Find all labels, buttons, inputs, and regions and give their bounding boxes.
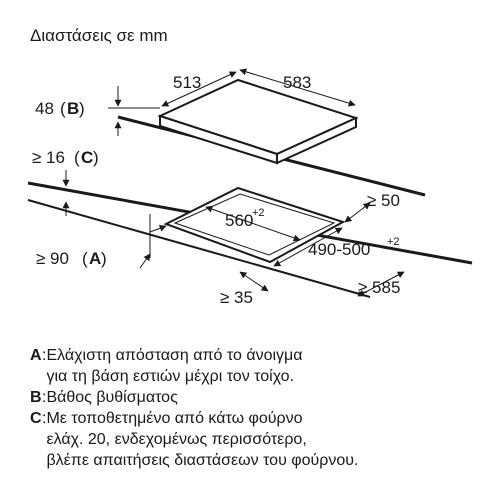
dim-front-value: ≥ 90 xyxy=(36,249,69,268)
legend-item-b xyxy=(30,387,359,408)
legend xyxy=(30,345,359,471)
dim-height-open: ( xyxy=(60,99,66,118)
legend-sep: : xyxy=(42,410,47,427)
dim-front-close: ) xyxy=(101,249,107,268)
dim-gap-close: ) xyxy=(93,148,99,167)
legend-item-c xyxy=(30,408,359,471)
diagram-title: Διαστάσεις σε mm xyxy=(30,26,168,45)
legend-sep: : xyxy=(42,347,47,364)
dim-cutout-width-label: 560 xyxy=(225,211,254,230)
legend-item-a xyxy=(30,345,359,387)
dim-height-b xyxy=(35,86,160,136)
dim-height-close: ) xyxy=(79,99,85,118)
legend-key: B xyxy=(30,389,42,406)
legend-key: C xyxy=(30,410,42,427)
legend-text: Ελάχιστη απόσταση από το άνοιγμα για τη βάση εστιών μέχρι τον τοίχο. xyxy=(46,347,303,385)
legend-text: Με τοποθετημένο από κάτω φούρνο ελάχ. 20, ενδεχομένως περισσότερο, βλέπε απαιτήσεις διαστάσεων του φούρνου. xyxy=(46,410,359,469)
dim-worktop-depth-label: ≥ 585 xyxy=(358,278,401,297)
dim-gap-ref: C xyxy=(81,148,94,167)
legend-text: Βάθος βυθίσματος xyxy=(46,389,178,406)
dim-gap-value: ≥ 16 xyxy=(32,148,65,167)
dim-rear-clearance-label: ≥ 50 xyxy=(367,191,400,210)
legend-key: A xyxy=(30,347,42,364)
dim-height-value: 48 xyxy=(35,99,54,118)
dim-hob-width-label: 583 xyxy=(283,73,312,92)
dim-height-ref: B xyxy=(67,99,80,118)
dim-side-clearance xyxy=(220,272,268,307)
hob-plate xyxy=(160,80,356,163)
dim-rear-clearance xyxy=(345,191,400,222)
dim-side-clearance-label: ≥ 35 xyxy=(220,288,253,307)
dim-gap-c xyxy=(32,148,99,216)
dim-cutout-depth-label: 490-500 xyxy=(308,240,371,259)
dim-gap-open: ( xyxy=(74,148,80,167)
dim-front-open: ( xyxy=(82,249,88,268)
dim-front-ref: A xyxy=(89,249,102,268)
dim-cutout-width-tol: +2 xyxy=(252,207,265,219)
dim-hob-depth-label: 513 xyxy=(173,73,202,92)
legend-sep: : xyxy=(42,389,47,406)
dim-front-a xyxy=(36,214,166,268)
dim-cutout-depth-tol: +2 xyxy=(387,236,400,248)
dim-worktop-depth xyxy=(358,272,404,297)
